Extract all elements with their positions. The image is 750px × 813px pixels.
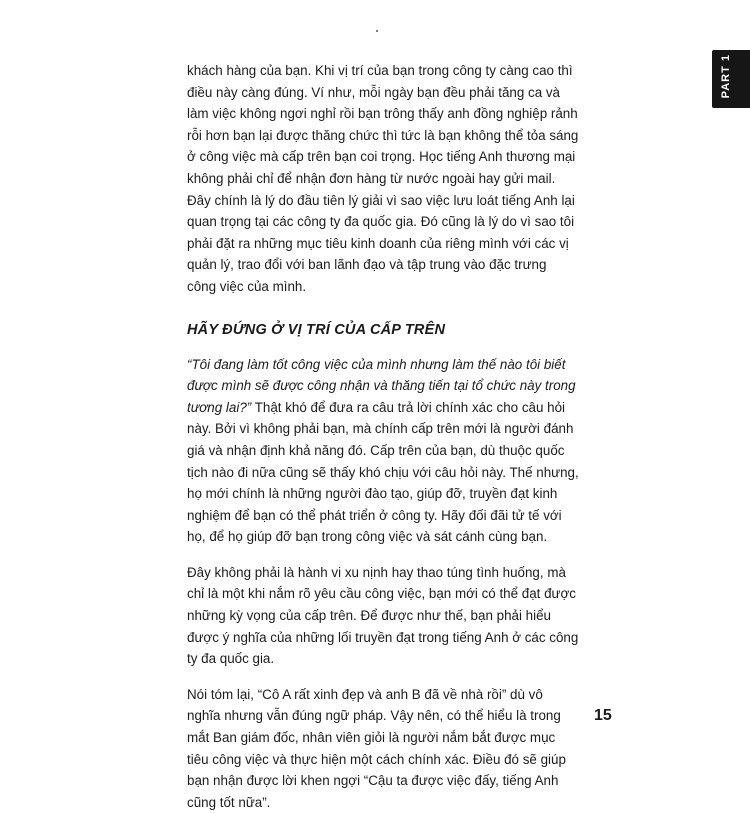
page-body	[187, 60, 579, 813]
paragraph-2-text: Thật khó để đưa ra câu trả lời chính xác cho câu hỏi này. Bởi vì không phải bạn, mà chính cấp trên mới là người đánh giá và nhận định khả năng đó. Cấp trên của bạn, dù thuộc quốc tịch nào đi nữa cũng sẽ thấy khó chịu với câu hỏi này. Thế nhưng, họ mới chính là những người đào tạo, giúp đỡ, truyền đạt kinh nghiệm để bạn có thể phát triển ở công ty. Hãy đối đãi tử tế với họ, để họ giúp đỡ bạn trong công việc và sát cánh cùng bạn.	[187, 399, 579, 545]
paragraph-2-quote: “Tôi đang làm tốt công việc của mình nhưng làm thế nào tôi biết được mình sẽ được công nhận và thăng tiến tại tổ chức này trong tương lai?”	[187, 356, 576, 415]
gutter-dot	[376, 30, 378, 32]
paragraph-3: Đây không phải là hành vi xu nịnh hay thao túng tình huống, mà chỉ là một khi nắm rõ yêu cầu công việc, bạn mới có thể đạt được những kỳ vọng của cấp trên. Để được như thế, bạn phải hiểu được ý nghĩa của những lối truyền đạt trong tiếng Anh ở các công ty đa quốc gia.	[187, 564, 579, 667]
page-number: 15	[594, 707, 612, 724]
paragraph-1: khách hàng của bạn. Khi vị trí của bạn trong công ty càng cao thì điều này càng đúng. Ví như, mỗi ngày bạn đều phải tăng ca và làm việc không ngơi nghỉ rồi bạn trông thấy anh đồng nghiệp rảnh rỗi hơn bạn lại được thăng chức thì tức là bạn không thể tỏa sáng ở công việc mà cấp trên bạn coi trọng. Học tiếng Anh thương mại không phải chỉ để nhận đơn hàng từ nước ngoài hay gửi mail. Đây chính là lý do đầu tiên lý giải vì sao việc lưu loát tiếng Anh lại quan trọng tại các công ty đa quốc gia. Đó cũng là lý do vì sao tôi phải đặt ra những mục tiêu kinh doanh của riêng mình với các vị quản lý, trao đổi với ban lãnh đạo và tập trung vào đặc trưng công việc của mình.	[187, 63, 579, 294]
chapter-side-tab	[712, 50, 750, 108]
section-heading: HÃY ĐỨNG Ở VỊ TRÍ CỦA CẤP TRÊN	[187, 321, 446, 338]
chapter-side-tab-label: PART 1	[720, 54, 732, 99]
paragraph-4: Nói tóm lại, “Cô A rất xinh đẹp và anh B đã về nhà rồi” dù vô nghĩa nhưng vẫn đúng ngữ pháp. Vậy nên, có thể hiểu là trong mắt Ban giám đốc, nhân viên giỏi là người nắm bắt được mục tiêu công việc và thực hiện một cách chính xác. Điều đó sẽ giúp bạn nhận được lời khen ngợi “Cậu ta được việc đấy, tiếng Anh cũng tốt nữa”.	[187, 686, 566, 810]
paragraph-2	[187, 354, 579, 548]
